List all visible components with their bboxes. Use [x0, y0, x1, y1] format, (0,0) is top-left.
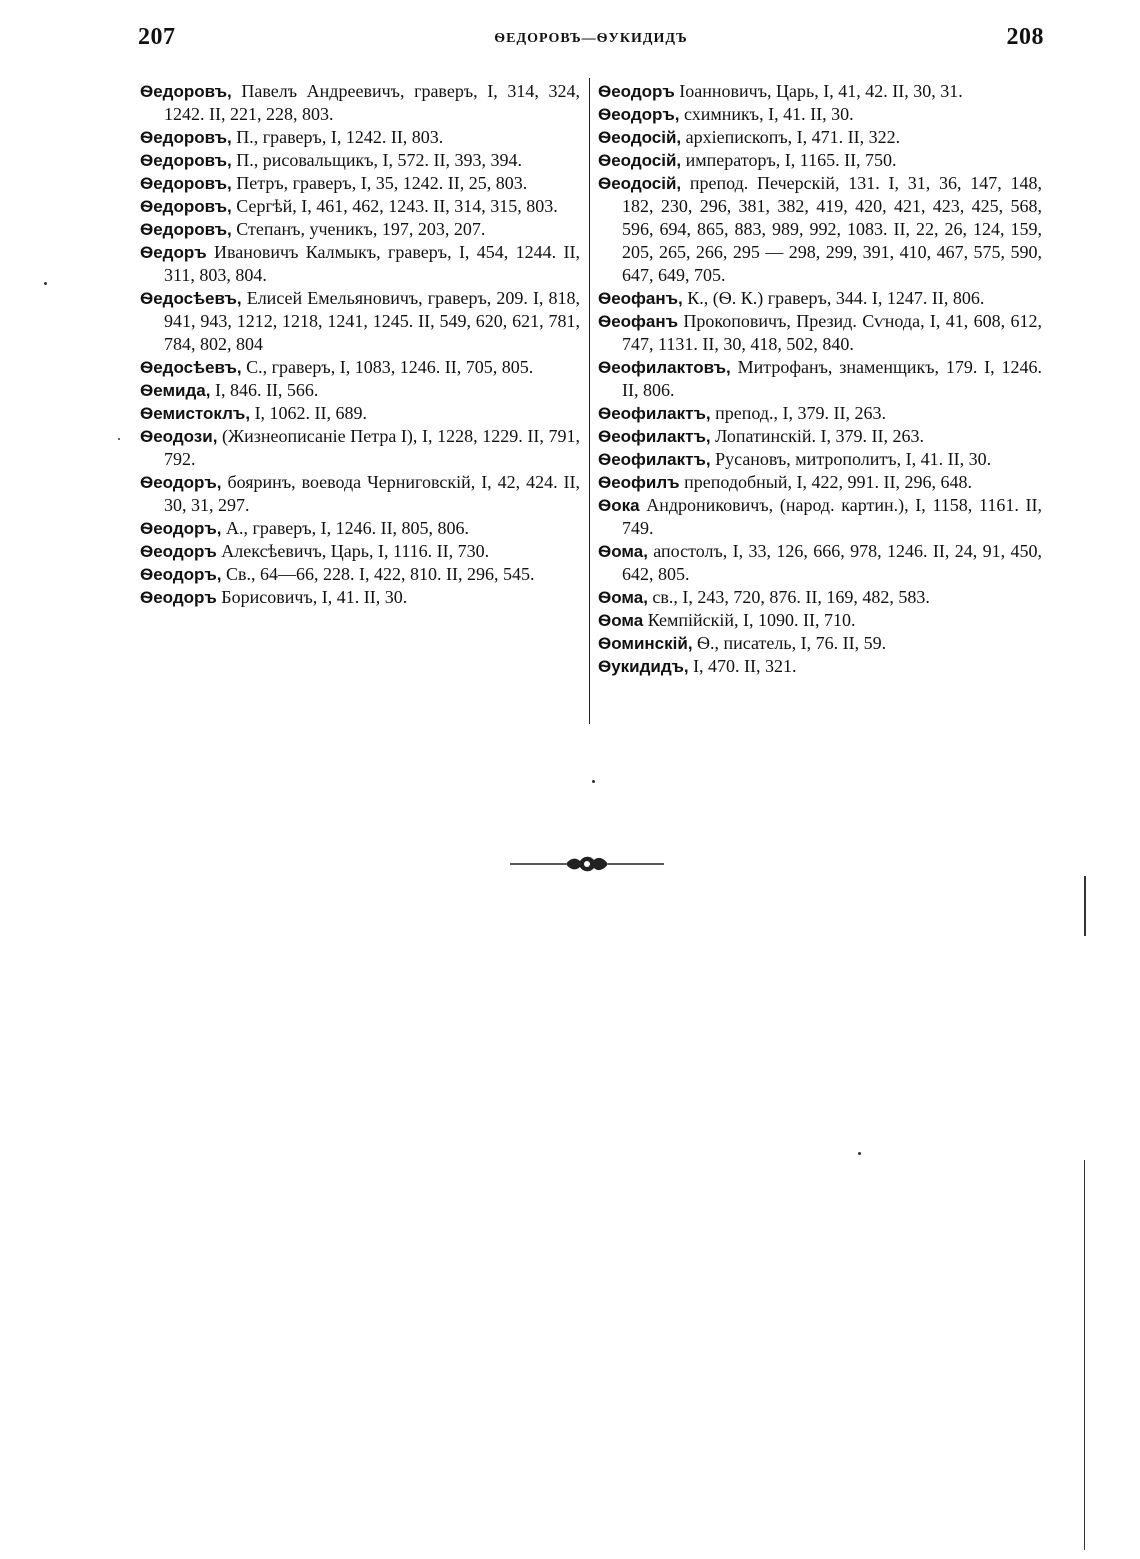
entry-references: П., граверъ, I, 1242. II, 803. — [231, 127, 444, 147]
entry-headword: Ѳеофанъ — [598, 312, 679, 331]
entry-headword: Ѳоминскій, — [598, 634, 693, 653]
index-entry — [140, 356, 580, 379]
entry-references: А., граверъ, I, 1246. II, 805, 806. — [221, 518, 470, 538]
index-entry — [140, 287, 580, 356]
index-entry — [140, 471, 580, 517]
entry-references: Степанъ, ученикъ, 197, 203, 207. — [231, 219, 486, 239]
index-entry — [598, 471, 1042, 494]
index-entry — [598, 632, 1042, 655]
index-entry — [140, 402, 580, 425]
entry-references: Петръ, граверъ, I, 35, 1242. II, 25, 803. — [231, 173, 528, 193]
entry-references: (Жизнеописаніе Петра I), I, 1228, 1229. II, 791, 792. — [164, 426, 580, 469]
scan-speck — [118, 438, 120, 440]
entry-headword: Ѳемида, — [140, 381, 211, 400]
entry-headword: Ѳедоровъ, — [140, 197, 232, 216]
entry-references: Кемпійскій, I, 1090. II, 710. — [643, 610, 856, 630]
index-entry — [598, 540, 1042, 586]
entry-references: I, 846. II, 566. — [210, 380, 319, 400]
entry-references: архіепископъ, I, 471. II, 322. — [681, 127, 901, 147]
entry-references: П., рисовальщикъ, I, 572. II, 393, 394. — [231, 150, 523, 170]
index-column-right — [598, 80, 1042, 678]
entry-headword: Ѳеодоръ — [598, 82, 675, 101]
page-number-right: 208 — [1006, 24, 1044, 50]
entry-references: С., граверъ, I, 1083, 1246. II, 705, 805. — [241, 357, 534, 377]
entry-headword: Ѳедосѣевъ, — [140, 358, 242, 377]
index-entry — [598, 586, 1042, 609]
index-entry — [598, 310, 1042, 356]
entry-headword: Ѳеофилактъ, — [598, 450, 711, 469]
entry-references: Іоанновичъ, Царь, I, 41, 42. II, 30, 31. — [674, 81, 963, 101]
index-entry — [598, 80, 1042, 103]
running-head: ѲЕДОРОВЪ—ѲУКИДИДЪ — [494, 31, 688, 46]
entry-references: Св., 64—66, 228. I, 422, 810. II, 296, 545. — [221, 564, 535, 584]
entry-references: Елисей Емельяновичъ, граверъ, 209. I, 818, 941, 943, 1212, 1218, 1241, 1245. II, 549, 620, 621, 781, 784, 802, 804 — [164, 288, 580, 354]
entry-headword: Ѳома, — [598, 588, 648, 607]
index-entry — [140, 586, 580, 609]
entry-headword: Ѳеодоръ — [140, 588, 217, 607]
index-entry — [598, 448, 1042, 471]
index-entry — [140, 540, 580, 563]
index-entry — [140, 218, 580, 241]
entry-references: императоръ, I, 1165. II, 750. — [681, 150, 897, 170]
entry-headword: Ѳеодози, — [140, 427, 218, 446]
scan-speck — [44, 282, 47, 285]
entry-headword: Ѳеофанъ, — [598, 289, 683, 308]
index-entry — [140, 195, 580, 218]
index-entry — [598, 356, 1042, 402]
entry-references: Сергѣй, I, 461, 462, 1243. II, 314, 315, 803. — [231, 196, 558, 216]
entry-headword: Ѳеодоръ, — [140, 519, 222, 538]
index-entry — [598, 149, 1042, 172]
entry-references: Прокоповичъ, Презид. Сѵнода, I, 41, 608, 612, 747, 1131. II, 30, 418, 502, 840. — [622, 311, 1042, 354]
entry-headword: Ѳедоровъ, — [140, 174, 232, 193]
entry-headword: Ѳока — [598, 496, 640, 515]
index-entry — [140, 379, 580, 402]
entry-headword: Ѳемистоклъ, — [140, 404, 251, 423]
entry-references: Павелъ Андреевичъ, граверъ, I, 314, 324, 1242. II, 221, 228, 803. — [164, 81, 580, 124]
index-column-left — [140, 80, 580, 609]
scan-speck — [858, 1152, 861, 1155]
entry-headword: Ѳедоровъ, — [140, 220, 232, 239]
entry-references: препод., I, 379. II, 263. — [710, 403, 886, 423]
entry-references: Лопатинскій. I, 379. II, 263. — [710, 426, 924, 446]
entry-references: I, 470. II, 321. — [688, 656, 797, 676]
entry-headword: Ѳома — [598, 611, 644, 630]
entry-headword: Ѳеофилактовъ, — [598, 358, 731, 377]
scan-edge-line-upper — [1084, 876, 1086, 936]
index-entry — [140, 172, 580, 195]
index-entry — [598, 494, 1042, 540]
entry-references: препод. Печерскій, 131. I, 31, 36, 147, 148, 182, 230, 296, 381, 382, 419, 420, 421, 423, 425, 568, 596, 694, 865, 883, 989, 992, 1083. II, 22, 26, 124, 159, 205, 265, 266, 295 — 298, 299, 391, 410, 467, 575, 590, 647, 649, 705. — [622, 173, 1042, 285]
entry-references: Алексѣевичъ, Царь, I, 1116. II, 730. — [216, 541, 490, 561]
entry-references: Ивановичъ Калмыкъ, граверъ, I, 454, 1244. II, 311, 803, 804. — [164, 242, 580, 285]
index-entry — [140, 425, 580, 471]
entry-references: св., I, 243, 720, 876. II, 169, 482, 583. — [647, 587, 930, 607]
index-entry — [140, 563, 580, 586]
index-entry — [140, 517, 580, 540]
index-entry — [598, 287, 1042, 310]
entry-headword: Ѳедосѣевъ, — [140, 289, 242, 308]
entry-references: схимникъ, I, 41. II, 30. — [679, 104, 854, 124]
entry-headword: Ѳеофилъ — [598, 473, 680, 492]
entry-headword: Ѳеодосій, — [598, 151, 682, 170]
entry-headword: Ѳедоровъ, — [140, 128, 232, 147]
entry-headword: Ѳеофилактъ, — [598, 404, 711, 423]
entry-headword: Ѳеофилактъ, — [598, 427, 711, 446]
entry-references: I, 1062. II, 689. — [250, 403, 368, 423]
entry-references: Ѳ., писатель, I, 76. II, 59. — [692, 633, 887, 653]
index-entry — [140, 80, 580, 126]
index-entry — [140, 126, 580, 149]
page-number-left: 207 — [138, 24, 176, 50]
entry-references: апостолъ, I, 33, 126, 666, 978, 1246. II, 24, 91, 450, 642, 805. — [622, 541, 1042, 584]
entry-headword: Ѳеодосій, — [598, 128, 682, 147]
column-divider — [589, 78, 590, 724]
entry-headword: Ѳеодоръ, — [140, 565, 222, 584]
entry-references: преподобный, I, 422, 991. II, 296, 648. — [679, 472, 972, 492]
entry-references: Андрониковичъ, (народ. картин.), I, 1158, 1161. II, 749. — [622, 495, 1042, 538]
entry-headword: Ѳеодоръ, — [598, 105, 680, 124]
page-header — [138, 24, 1044, 56]
index-entry — [598, 609, 1042, 632]
entry-headword: Ѳедоровъ, — [140, 82, 232, 101]
end-ornament — [510, 852, 664, 876]
index-entry — [598, 425, 1042, 448]
entry-references: Русановъ, митрополитъ, I, 41. II, 30. — [710, 449, 992, 469]
entry-headword: Ѳома, — [598, 542, 648, 561]
index-entry — [598, 655, 1042, 678]
index-entry — [140, 241, 580, 287]
index-entry — [598, 103, 1042, 126]
index-entry — [598, 402, 1042, 425]
index-entry — [140, 149, 580, 172]
entry-headword: Ѳукидидъ, — [598, 657, 689, 676]
entry-references: Борисовичъ, I, 41. II, 30. — [216, 587, 408, 607]
entry-headword: Ѳеодоръ — [140, 542, 217, 561]
entry-headword: Ѳеодосій, — [598, 174, 682, 193]
entry-headword: Ѳеодоръ, — [140, 473, 222, 492]
index-entry — [598, 126, 1042, 149]
entry-references: К., (Ѳ. К.) граверъ, 344. I, 1247. II, 806. — [682, 288, 985, 308]
entry-headword: Ѳедоръ — [140, 243, 207, 262]
scan-speck — [592, 780, 595, 783]
index-entry — [598, 172, 1042, 287]
scan-edge-line-lower — [1084, 1160, 1085, 1550]
entry-references: бояринъ, воевода Черниговскій, I, 42, 424. II, 30, 31, 297. — [164, 472, 580, 515]
entry-references: Митрофанъ, знаменщикъ, 179. I, 1246. II, 806. — [622, 357, 1042, 400]
entry-headword: Ѳедоровъ, — [140, 151, 232, 170]
